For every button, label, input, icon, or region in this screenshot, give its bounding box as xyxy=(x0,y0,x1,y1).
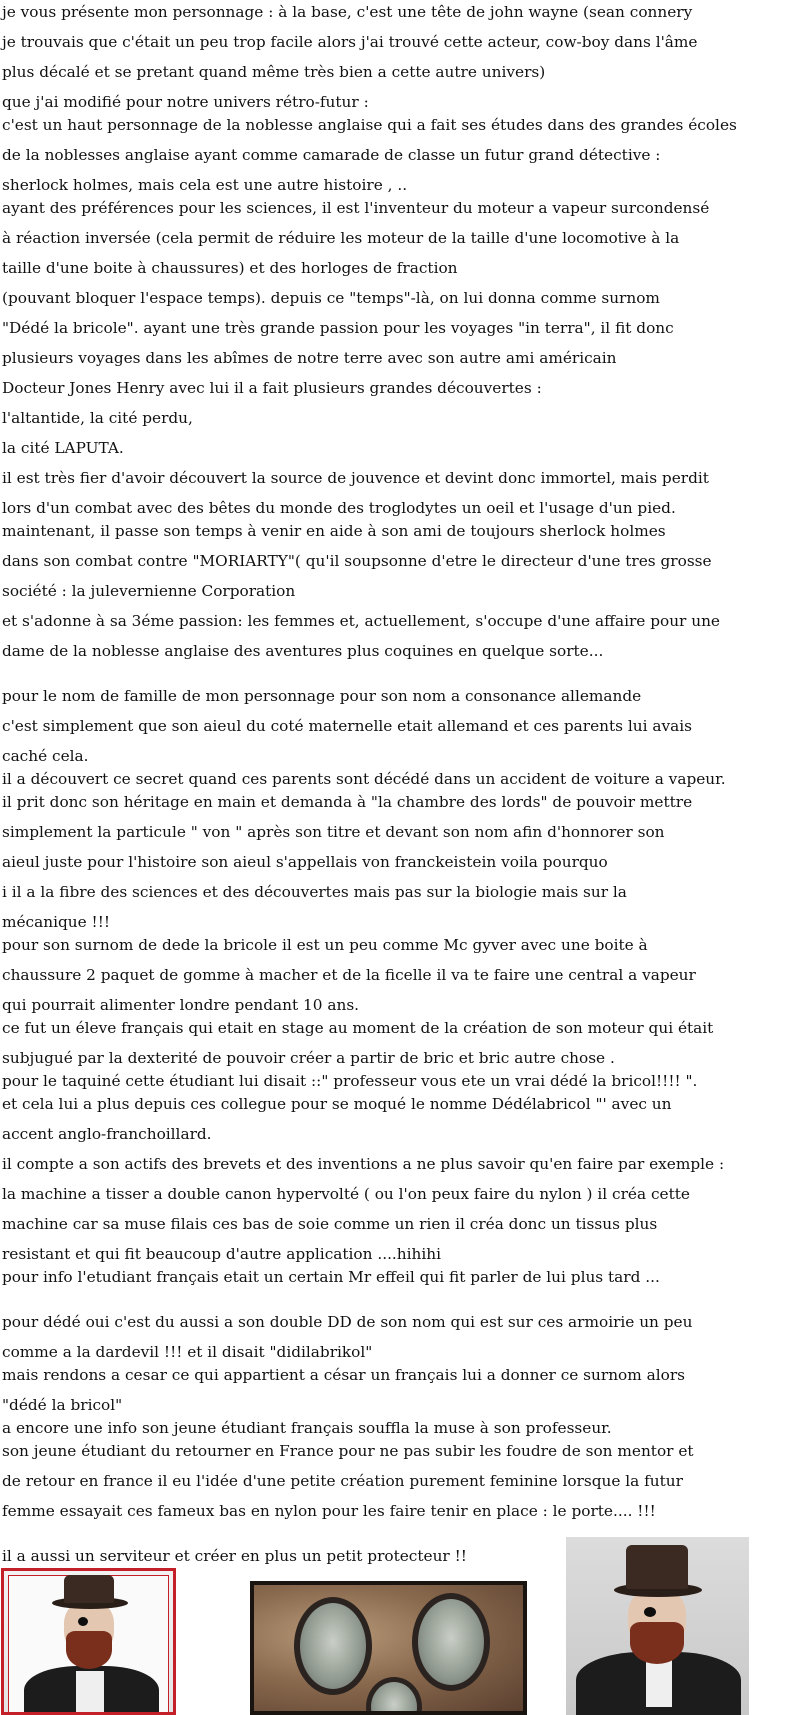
text-line: aieul juste pour l'histoire son aieul s'appellais von franckeistein voila pourquo xyxy=(2,853,608,871)
text-line: c'est un haut personnage de la noblesse anglaise qui a fait ses études dans des grandes écoles xyxy=(2,116,737,134)
text-line: qui pourrait alimenter londre pendant 10 ans. xyxy=(2,996,360,1014)
top-hat xyxy=(626,1545,688,1589)
text-line: resistant et qui fit beaucoup d'autre application ....hihihi xyxy=(2,1245,442,1263)
text-line: plus décalé et se pretant quand même très bien a cette autre univers) xyxy=(2,63,546,81)
text-line: caché cela. xyxy=(2,747,89,765)
text-line: machine car sa muse filais ces bas de soie comme un rien il créa donc un tissus plus xyxy=(2,1215,658,1233)
text-line: "dédé la bricol" xyxy=(2,1396,123,1414)
character-photo-left xyxy=(1,1568,176,1715)
text-line: "Dédé la bricole". ayant une très grande passion pour les voyages "in terra", il fit donc xyxy=(2,319,674,337)
text-line: que j'ai modifié pour notre univers rétro-futur : xyxy=(2,93,369,111)
text-line: il prit donc son héritage en main et demanda à "la chambre des lords" de pouvoir mettre xyxy=(2,793,693,811)
text-line: dame de la noblesse anglaise des aventures plus coquines en quelque sorte... xyxy=(2,642,604,660)
text-line: taille d'une boite à chaussures) et des horloges de fraction xyxy=(2,259,458,277)
top-hat xyxy=(64,1575,114,1603)
text-line: mécanique !!! xyxy=(2,913,110,931)
text-line: (pouvant bloquer l'espace temps). depuis ce "temps"-là, on lui donna comme surnom xyxy=(2,289,660,307)
text-line: a encore une info son jeune étudiant français souffla la muse à son professeur. xyxy=(2,1419,612,1437)
text-line: lors d'un combat avec des bêtes du monde des troglodytes un oeil et l'usage d'un pied. xyxy=(2,499,676,517)
text-line: à réaction inversée (cela permit de réduire les moteur de la taille d'une locomotive à la xyxy=(2,229,680,247)
text-line: la machine a tisser a double canon hypervolté ( ou l'on peux faire du nylon ) il créa cette xyxy=(2,1185,690,1203)
text-line: et s'adonne à sa 3éme passion: les femmes et, actuellement, s'occupe d'une affaire pour une xyxy=(2,612,720,630)
figure-collar xyxy=(76,1671,104,1715)
text-line: il compte a son actifs des brevets et des inventions a ne plus savoir qu'en faire par exemple : xyxy=(2,1155,725,1173)
portrait-oval-right xyxy=(418,1599,484,1685)
portrait-oval-left xyxy=(300,1603,366,1689)
text-line: subjugué par la dexterité de pouvoir créer a partir de bric et bric autre chose . xyxy=(2,1049,615,1067)
text-line: plusieurs voyages dans les abîmes de notre terre avec son autre ami américain xyxy=(2,349,617,367)
text-line: ce fut un éleve français qui etait en stage au moment de la création de son moteur qui était xyxy=(2,1019,714,1037)
text-line: il a aussi un serviteur et créer en plus un petit protecteur !! xyxy=(2,1547,467,1565)
text-line: je vous présente mon personnage : à la base, c'est une tête de john wayne (sean connery xyxy=(2,3,693,21)
text-line: chaussure 2 paquet de gomme à macher et de la ficelle il va te faire une central a vapeur xyxy=(2,966,696,984)
eye-patch-icon xyxy=(78,1617,88,1626)
text-line: et cela lui a plus depuis ces collegue pour se moqué le nomme Dédélabricol "' avec un xyxy=(2,1095,672,1113)
text-line: il a découvert ce secret quand ces parents sont décédé dans un accident de voiture a vapeur. xyxy=(2,770,726,788)
text-line: pour le taquiné cette étudiant lui disait ::" professeur vous ete un vrai dédé la bricol!!!! ". xyxy=(2,1072,698,1090)
text-line: de retour en france il eu l'idée d'une petite création purement feminine lorsque la futur xyxy=(2,1472,683,1490)
text-line: i il a la fibre des sciences et des découvertes mais pas sur la biologie mais sur la xyxy=(2,883,627,901)
figure-beard xyxy=(66,1631,112,1669)
text-line: il est très fier d'avoir découvert la source de jouvence et devint donc immortel, mais perdit xyxy=(2,469,709,487)
character-photo-right xyxy=(566,1537,749,1715)
text-line: comme a la dardevil !!! et il disait "didilabrikol" xyxy=(2,1343,373,1361)
text-line: ayant des préférences pour les sciences, il est l'inventeur du moteur a vapeur surcondensé xyxy=(2,199,710,217)
figure-beard xyxy=(630,1622,684,1664)
text-line: son jeune étudiant du retourner en France pour ne pas subir les foudre de son mentor et xyxy=(2,1442,694,1460)
text-line: la cité LAPUTA. xyxy=(2,439,124,457)
text-line: sherlock holmes, mais cela est une autre histoire , .. xyxy=(2,176,408,194)
portrait-frame-photo xyxy=(250,1581,527,1715)
text-line: dans son combat contre "MORIARTY"( qu'il soupsonne d'etre le directeur d'une tres grosse xyxy=(2,552,712,570)
text-line: mais rendons a cesar ce qui appartient a césar un français lui a donner ce surnom alors xyxy=(2,1366,686,1384)
text-line: c'est simplement que son aieul du coté maternelle etait allemand et ces parents lui avais xyxy=(2,717,692,735)
text-line: société : la julevernienne Corporation xyxy=(2,582,296,600)
text-line: accent anglo-franchoillard. xyxy=(2,1125,212,1143)
text-line: simplement la particule " von " après son titre et devant son nom afin d'honnorer son xyxy=(2,823,665,841)
eye-patch-icon xyxy=(644,1607,656,1617)
text-line: pour le nom de famille de mon personnage pour son nom a consonance allemande xyxy=(2,687,642,705)
text-line: je trouvais que c'était un peu trop facile alors j'ai trouvé cette acteur, cow-boy dans l'âme xyxy=(2,33,698,51)
text-line: pour son surnom de dede la bricole il est un peu comme Mc gyver avec une boite à xyxy=(2,936,648,954)
text-line: de la noblesses anglaise ayant comme camarade de classe un futur grand détective : xyxy=(2,146,661,164)
text-line: l'altantide, la cité perdu, xyxy=(2,409,193,427)
text-line: femme essayait ces fameux bas en nylon pour les faire tenir en place : le porte.... !!! xyxy=(2,1502,656,1520)
figure-collar xyxy=(646,1657,672,1707)
text-line: Docteur Jones Henry avec lui il a fait plusieurs grandes découvertes : xyxy=(2,379,542,397)
text-line: pour info l'etudiant français etait un certain Mr effeil qui fit parler de lui plus tard ... xyxy=(2,1268,660,1286)
text-line: pour dédé oui c'est du aussi a son double DD de son nom qui est sur ces armoirie un peu xyxy=(2,1313,693,1331)
text-line: maintenant, il passe son temps à venir en aide à son ami de toujours sherlock holmes xyxy=(2,522,666,540)
